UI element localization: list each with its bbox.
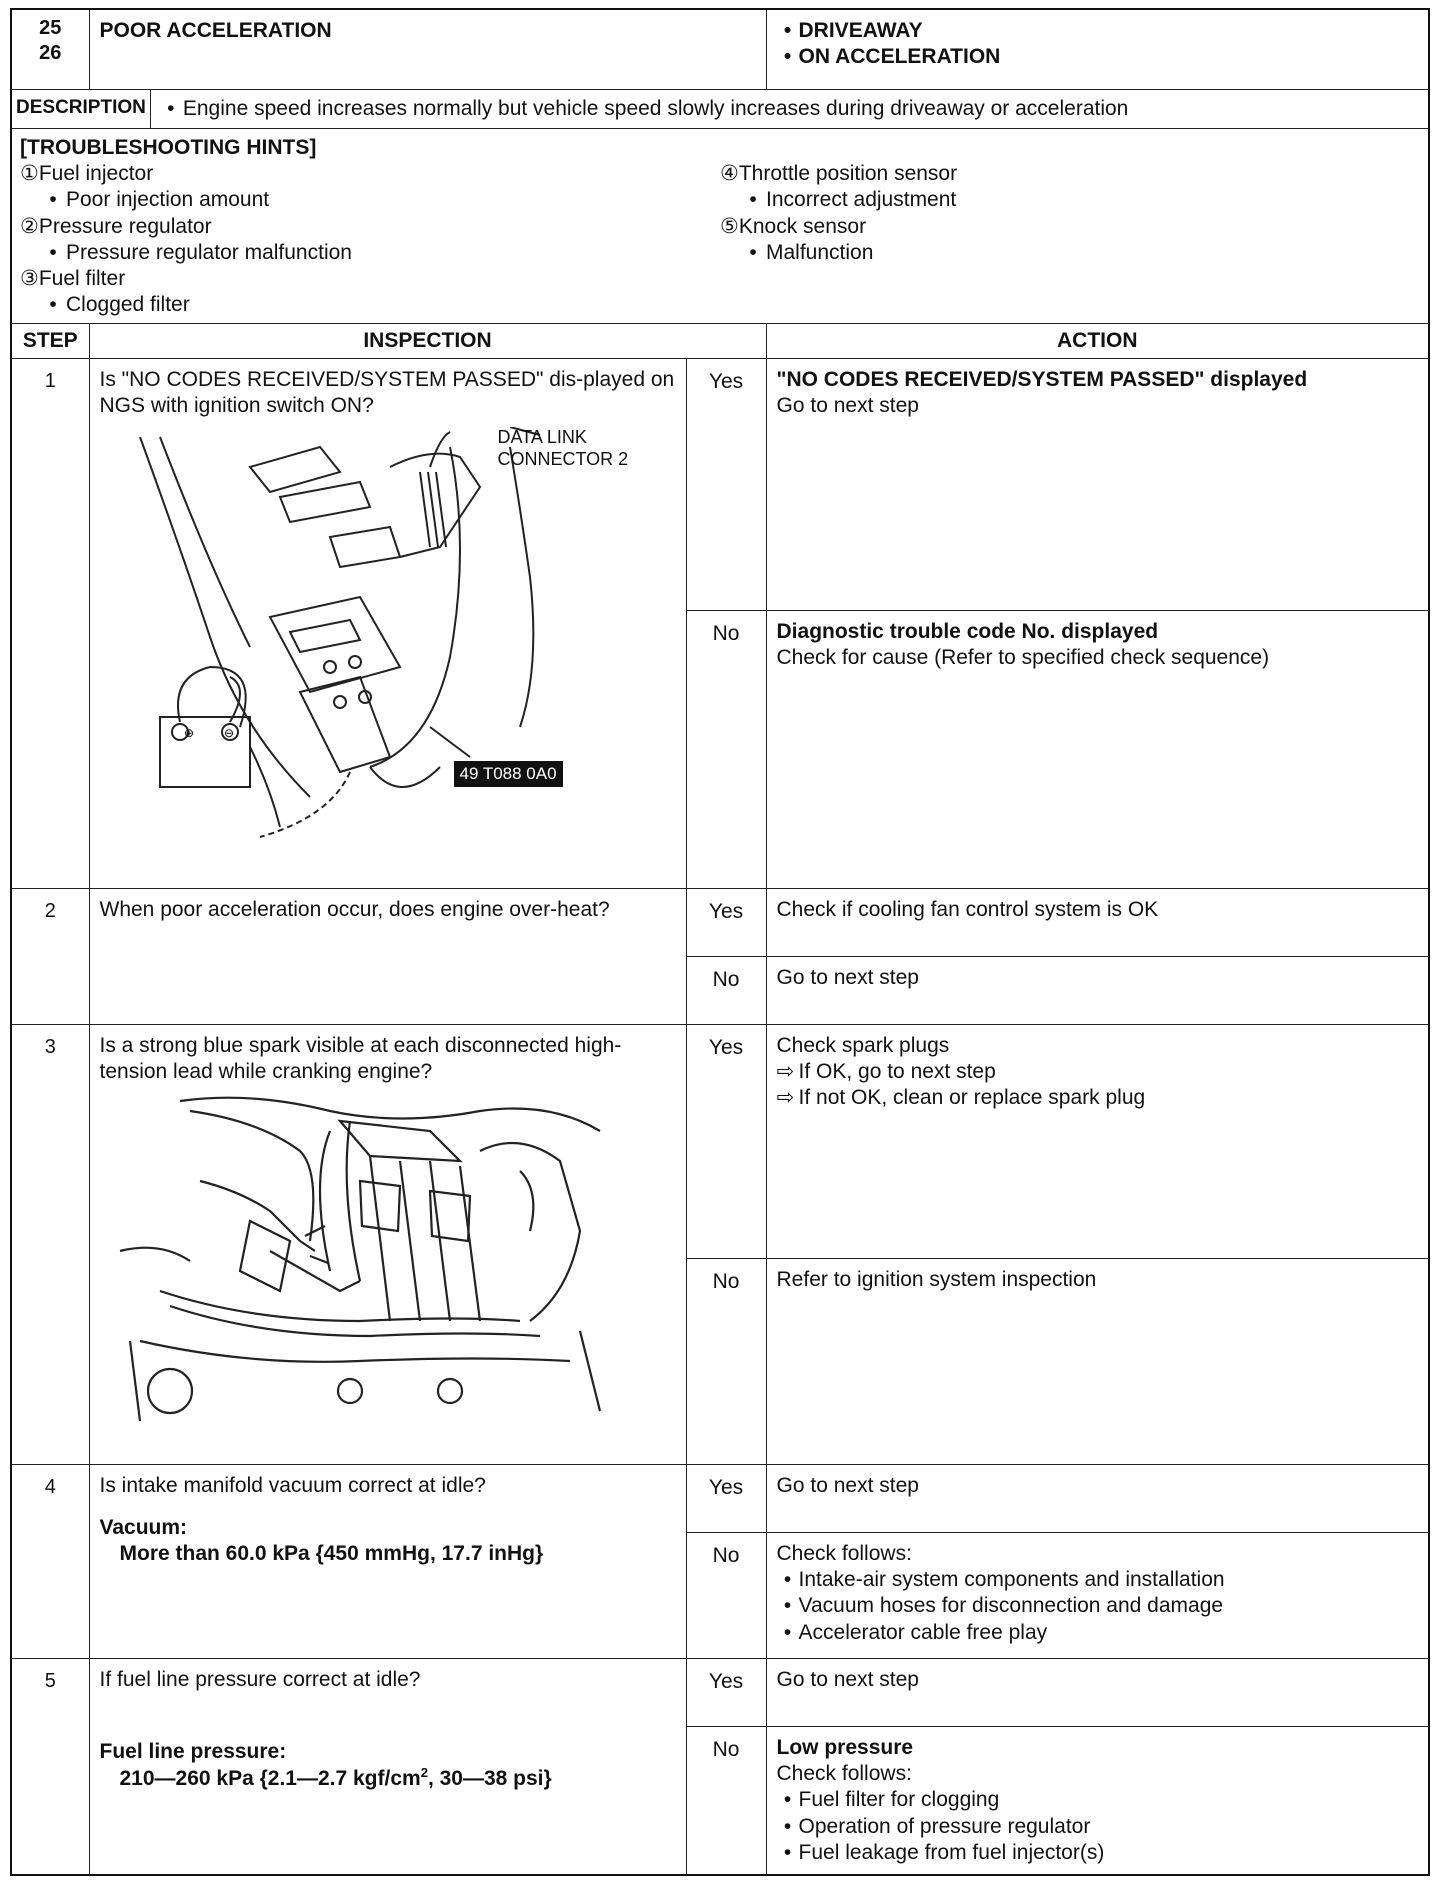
ngs-diagram-icon bbox=[100, 427, 660, 847]
no-action: Diagnostic trouble code No. displayed Check for cause (Refer to specified check sequence) bbox=[766, 610, 1429, 888]
check-item: • Vacuum hoses for disconnection and damage bbox=[777, 1593, 1419, 1619]
step-inspection bbox=[89, 358, 686, 888]
bullet-icon: • bbox=[783, 45, 792, 69]
bullet-icon: • bbox=[49, 188, 57, 212]
engine-spark-icon bbox=[100, 1091, 660, 1421]
troubleshooting-table bbox=[10, 8, 1430, 1876]
bullet-icon: • bbox=[167, 96, 175, 120]
bullet-icon: • bbox=[749, 188, 757, 212]
svg-text:⊕: ⊕ bbox=[183, 726, 194, 741]
hints-right: ④Throttle position sensor • Incorrect adjustment ⑤Knock sensor • Malfunction bbox=[720, 161, 1420, 319]
data-link-connector-label: DATA LINK CONNECTOR 2 bbox=[497, 427, 629, 469]
sub-action: ⇨ If OK, go to next step bbox=[777, 1059, 1419, 1085]
spark-test-illustration bbox=[100, 1091, 660, 1421]
yes-label: Yes bbox=[686, 1658, 766, 1726]
yes-label: Yes bbox=[686, 1024, 766, 1258]
step-number: 4 bbox=[11, 1464, 89, 1658]
hints-title: [TROUBLESHOOTING HINTS] bbox=[20, 135, 317, 159]
item-number bbox=[11, 9, 89, 89]
step-3-yes-row bbox=[11, 1024, 1429, 1258]
ngs-connection-illustration bbox=[100, 427, 660, 847]
description-label: DESCRIPTION bbox=[12, 90, 151, 128]
bullet-icon: • bbox=[783, 1594, 792, 1618]
item-number-bottom: 26 bbox=[39, 42, 62, 64]
step-inspection: When poor acceleration occur, does engine over-heat? bbox=[89, 888, 686, 1024]
symptom-title: POOR ACCELERATION bbox=[89, 9, 766, 89]
yes-action: Go to next step bbox=[766, 1464, 1429, 1532]
column-inspection: INSPECTION bbox=[89, 323, 766, 358]
no-label: No bbox=[686, 956, 766, 1024]
check-item: • Fuel leakage from fuel injector(s) bbox=[777, 1840, 1419, 1866]
inspection-question: Is a strong blue spark visible at each disconnected high-tension lead while cranking engine? bbox=[99, 1033, 622, 1083]
item-number-top: 25 bbox=[39, 17, 62, 39]
description-text: • Engine speed increases normally but vehicle speed slowly increases during driveaway or acceleration bbox=[151, 90, 1137, 128]
bullet-icon: • bbox=[783, 19, 792, 42]
hint-item: ④Throttle position sensor bbox=[720, 162, 958, 185]
step-1-yes-row bbox=[11, 358, 1429, 610]
yes-label: Yes bbox=[686, 1464, 766, 1532]
step-inspection bbox=[89, 1024, 686, 1464]
step-4-yes-row bbox=[11, 1464, 1429, 1532]
bullet-icon: • bbox=[783, 1568, 792, 1591]
hints-row bbox=[11, 128, 1429, 323]
spec-label: Vacuum: bbox=[99, 1516, 188, 1539]
step-number: 2 bbox=[11, 888, 89, 1024]
no-label: No bbox=[686, 1258, 766, 1464]
inspection-question: Is intake manifold vacuum correct at idle? bbox=[99, 1473, 486, 1497]
svg-text:⊖: ⊖ bbox=[223, 726, 234, 741]
arrow-icon: ⇨ bbox=[776, 1086, 795, 1110]
bullet-icon: • bbox=[49, 240, 57, 264]
no-label: No bbox=[686, 1726, 766, 1875]
check-item: • Operation of pressure regulator bbox=[777, 1814, 1419, 1840]
bullet-icon: • bbox=[783, 1814, 792, 1838]
step-2-yes-row bbox=[11, 888, 1429, 956]
troubleshooting-page bbox=[10, 8, 1428, 1876]
condition-item: • ON ACCELERATION bbox=[777, 44, 1419, 70]
hints-left: ①Fuel injector • Poor injection amount ②Pressure regulator • Pressure regulator malfunction ③Fuel filter • Clogged filter bbox=[20, 161, 720, 319]
step-number: 1 bbox=[11, 358, 89, 888]
spec-value: 210—260 kPa {2.1—2.7 kgf/$cm^2$, 30—38 psi} bbox=[119, 1765, 552, 1791]
yes-label: Yes bbox=[686, 358, 766, 610]
step-5-yes-row bbox=[11, 1658, 1429, 1726]
inspection-question: Is "NO CODES RECEIVED/SYSTEM PASSED" dis-played on NGS with ignition switch ON? bbox=[99, 367, 675, 417]
no-action: Check follows: • Intake-air system components and installation • Vacuum hoses for disconnection and damage • Accelerator cable free play bbox=[766, 1532, 1429, 1658]
column-step: STEP bbox=[11, 323, 89, 358]
yes-label: Yes bbox=[686, 888, 766, 956]
yes-action: Check spark plugs ⇨ If OK, go to next step ⇨ If not OK, clean or replace spark plug bbox=[766, 1024, 1429, 1258]
step-inspection bbox=[89, 1464, 686, 1658]
spec-value: More than 60.0 kPa {450 mmHg, 17.7 inHg} bbox=[119, 1542, 544, 1566]
hint-item: ②Pressure regulator bbox=[20, 214, 212, 238]
troubleshooting-hints bbox=[11, 128, 1429, 323]
bullet-icon: • bbox=[783, 1788, 792, 1812]
check-item: • Intake-air system components and installation bbox=[777, 1567, 1419, 1593]
no-action: Refer to ignition system inspection bbox=[766, 1258, 1429, 1464]
column-header-row bbox=[11, 323, 1429, 358]
hint-item: ⑤Knock sensor bbox=[720, 214, 867, 238]
header-row bbox=[11, 9, 1429, 89]
yes-action: Check if cooling fan control system is OK bbox=[766, 888, 1429, 956]
bullet-icon: • bbox=[749, 240, 757, 264]
yes-action: Go to next step bbox=[766, 1658, 1429, 1726]
hint-item: ①Fuel injector bbox=[20, 162, 154, 185]
no-label: No bbox=[686, 1532, 766, 1658]
description-row bbox=[11, 89, 1429, 128]
column-action: ACTION bbox=[766, 323, 1429, 358]
condition-item: • DRIVEAWAY bbox=[777, 18, 1419, 44]
bullet-icon: • bbox=[49, 293, 57, 317]
spec-label: Fuel line pressure: bbox=[99, 1740, 287, 1763]
no-label: No bbox=[686, 610, 766, 888]
arrow-icon: ⇨ bbox=[776, 1060, 795, 1083]
no-action: Low pressure Check follows: • Fuel filter for clogging • Operation of pressure regulator • Fuel leakage from fuel injector(s) bbox=[766, 1726, 1429, 1875]
symptom-conditions bbox=[766, 9, 1429, 89]
yes-action: "NO CODES RECEIVED/SYSTEM PASSED" displayed Go to next step bbox=[766, 358, 1429, 610]
no-action: Go to next step bbox=[766, 956, 1429, 1024]
bullet-icon: • bbox=[783, 1620, 792, 1644]
inspection-question: If fuel line pressure correct at idle? bbox=[99, 1667, 421, 1691]
hint-item: ③Fuel filter bbox=[20, 267, 126, 290]
check-item: • Fuel filter for clogging bbox=[777, 1787, 1419, 1813]
step-number: 5 bbox=[11, 1658, 89, 1875]
check-item: • Accelerator cable free play bbox=[777, 1620, 1419, 1646]
part-number-label: 49 T088 0A0 bbox=[454, 761, 563, 786]
bullet-icon: • bbox=[783, 1840, 792, 1864]
sub-action: ⇨ If not OK, clean or replace spark plug bbox=[777, 1085, 1419, 1111]
step-inspection bbox=[89, 1658, 686, 1875]
step-number: 3 bbox=[11, 1024, 89, 1464]
